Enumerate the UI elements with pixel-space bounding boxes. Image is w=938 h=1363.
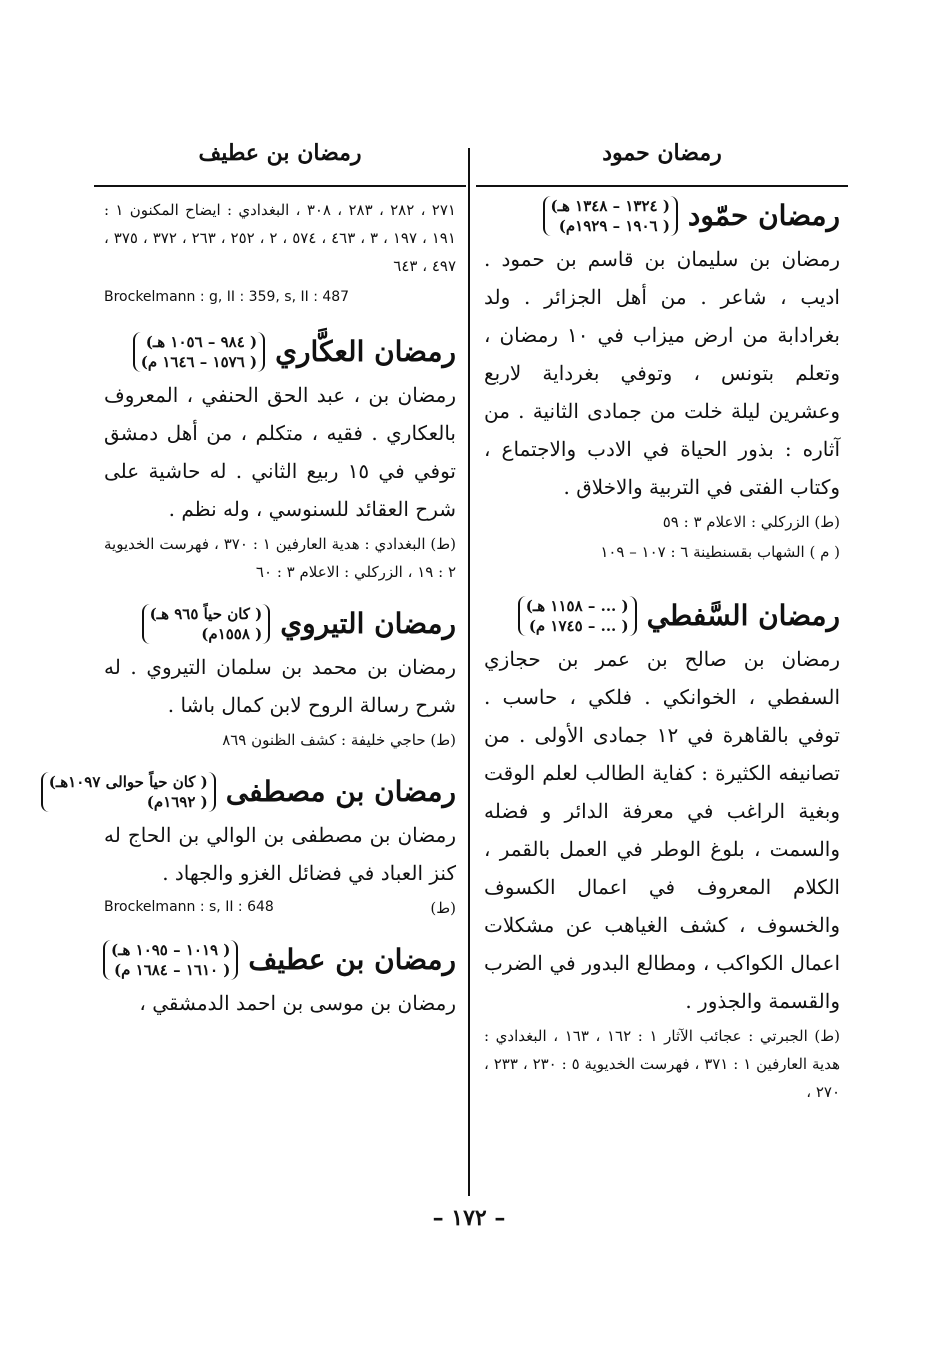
entry-body: رمضان بن موسى بن احمد الدمشقي ، — [139, 991, 456, 1015]
reference-tag: (ط) — [430, 899, 456, 917]
dates-hijri: ( ٩٨٤ – ١٠٥٦ هـ) — [145, 333, 258, 351]
entry-heading — [104, 604, 456, 644]
entry-name: رمضان العكَّاري — [275, 335, 456, 368]
dates-gregorian: ( ... – ١٧٤٥ م) — [528, 617, 629, 635]
entry-name: رمضان بن عطيف — [248, 943, 456, 976]
entry-reference: (ط) الجبرتي : عجائب الآثار ١ : ١٦٢ ، ١٦٣ ، البغدادي : هدية العارفين ١ : ٣٧١ ، فهرست الخديوية ٥ : ٢٣٠ ، ٢٣٣ ، ٢٧٠ ، — [484, 1027, 840, 1101]
page-header-right: رمضان حمود — [602, 140, 722, 166]
dates-hijri: ( ١٣٢٤ – ١٣٤٨ هـ) — [550, 197, 670, 215]
dates-gregorian: ( ١٥٧٦ – ١٦٤٦ م) — [140, 353, 258, 371]
entry-ramadan-ibn-atif — [104, 940, 456, 1022]
entry-ramadan-hammud — [484, 196, 840, 566]
entry-reference: (ط) الزركلي : الاعلام ٣ : ٥٩ — [662, 513, 840, 531]
entry-ramadan-akkari — [104, 332, 456, 586]
entry-reference: ( م ) الشهاب بقسنطينة ٦ : ١٠٧ – ١٠٩ — [600, 543, 840, 561]
entry-name: رمضان التيروي — [280, 607, 456, 640]
entry-dates — [142, 604, 271, 644]
entry-dates — [133, 332, 265, 372]
entry-heading — [484, 596, 840, 636]
right-column — [484, 196, 840, 1124]
dates-hijri: ( كان حياً حوالى ١٠٩٧هـ) — [48, 773, 208, 791]
dates-hijri: ( كان حياً ٩٦٥ هـ) — [149, 605, 263, 623]
dates-gregorian: ( ١٥٥٨م) — [201, 625, 263, 643]
left-column — [48, 196, 456, 1040]
entry-dates — [103, 940, 238, 980]
entry-dates — [41, 772, 216, 812]
continued-references: ٢٧١ ، ٢٨٢ ، ٢٨٣ ، ٣٠٨ ، البغدادي : ايضاح المكنون ١ : ١٩١ ، ١٩٧ ، ٣ ، ٤٦٣ ، ٥٧٤ ، ٢ ، ٢٥٢ ، ٢٦٣ ، ٣٧٢ ، ٣٧٥ ، ٤٩٧ ، ٦٤٣ — [104, 201, 456, 275]
page-number: – ١٧٢ – — [432, 1205, 506, 1231]
entry-ramadan-tirawi — [104, 604, 456, 754]
entry-dates — [543, 196, 678, 236]
entry-name: رمضان بن مصطفى — [225, 775, 456, 808]
entry-body: رمضان بن مصطفى بن الوالي بن الحاج له كنز العباد في فضائل الغزو والجهاد . — [104, 823, 456, 885]
entry-dates — [518, 596, 637, 636]
entry-heading — [48, 772, 456, 812]
entry-reference: (ط) البغدادي : هدية العارفين ١ : ٣٧٠ ، فهرست الخديوية ٢ : ١٩ ، الزركلي : الاعلام ٣ : ٦٠ — [104, 535, 456, 581]
entry-heading — [104, 332, 456, 372]
entry-ramadan-safti — [484, 596, 840, 1106]
dates-gregorian: ( ١٩٠٦ – ١٩٢٩م) — [558, 217, 670, 235]
entry-heading — [484, 196, 840, 236]
entry-body: رمضان بن محمد بن سلمان التيروي . له شرح رسالة الروح لابن كمال باشا . — [104, 655, 456, 717]
dates-hijri: ( ١٠١٩ – ١٠٩٥ هـ) — [111, 941, 231, 959]
dates-gregorian: ( ١٦١٠ – ١٦٨٤ م) — [114, 961, 231, 979]
entry-heading — [104, 940, 456, 980]
entry-body: رمضان بن ، عبد الحق الحنفي ، المعروف بالعكاري . فقيه ، متكلم ، من أهل دمشق توفي في ١٥ ربيع الثاني . له حاشية على شرح العقائد للسنوسي ، وله نظم . — [104, 383, 456, 521]
dates-gregorian: ( ١٦٩٢م) — [146, 793, 208, 811]
entry-body: رمضان بن صالح بن عمر بن حجازي السفطي ، الخوانكي . فلكي ، حاسب . توفي بالقاهرة في ١٢ جمادى الأولى . من تصانيفه الكثيرة : كفاية الطالب لعلم الوقت وبغية الراغب في معرفة الدائر و فضله والسمت ، بلوغ الوطر في العمل بالقمر ، الكلام المعروف في اعمال الكسوف والخسوف ، كشف الغياهب عن مشكلات اعمال الكواكب ، ومطالع البدور في الضرب والقسمة والجذور . — [484, 647, 840, 1013]
entry-body: رمضان بن سليمان بن قاسم بن حمود . اديب ، شاعر . من أهل الجزائر . ولد بغرادابة من ارض ميزاب في ١٠ رمضان ، وتعلم بتونس ، وتوفي بغرداية لاربع وعشرين ليلة خلت من جمادى الثانية . من آثاره : بذور الحياة في الادب والاجتماع ، وكتاب الفتى في التربية والاخلاق . — [484, 247, 840, 499]
dates-hijri: ( ... – ١١٥٨ هـ) — [525, 597, 629, 615]
page-header-left: رمضان بن عطيف — [198, 140, 362, 166]
header-divider-right — [476, 185, 848, 187]
entry-reference — [104, 894, 456, 922]
brockelmann-reference: Brockelmann : g, II : 359, s, II : 487 — [104, 289, 350, 305]
header-divider-left — [94, 185, 466, 187]
entry-reference: (ط) حاجي خليفة : كشف الظنون ٨٦٩ — [222, 731, 456, 749]
brockelmann-reference: Brockelmann : s, II : 648 — [104, 899, 274, 915]
entry-name: رمضان حمّود — [687, 199, 840, 232]
entry-name: رمضان السَّفطي — [646, 599, 840, 632]
entry-ramadan-ibn-mustafa — [48, 772, 456, 922]
column-divider — [468, 148, 470, 1196]
